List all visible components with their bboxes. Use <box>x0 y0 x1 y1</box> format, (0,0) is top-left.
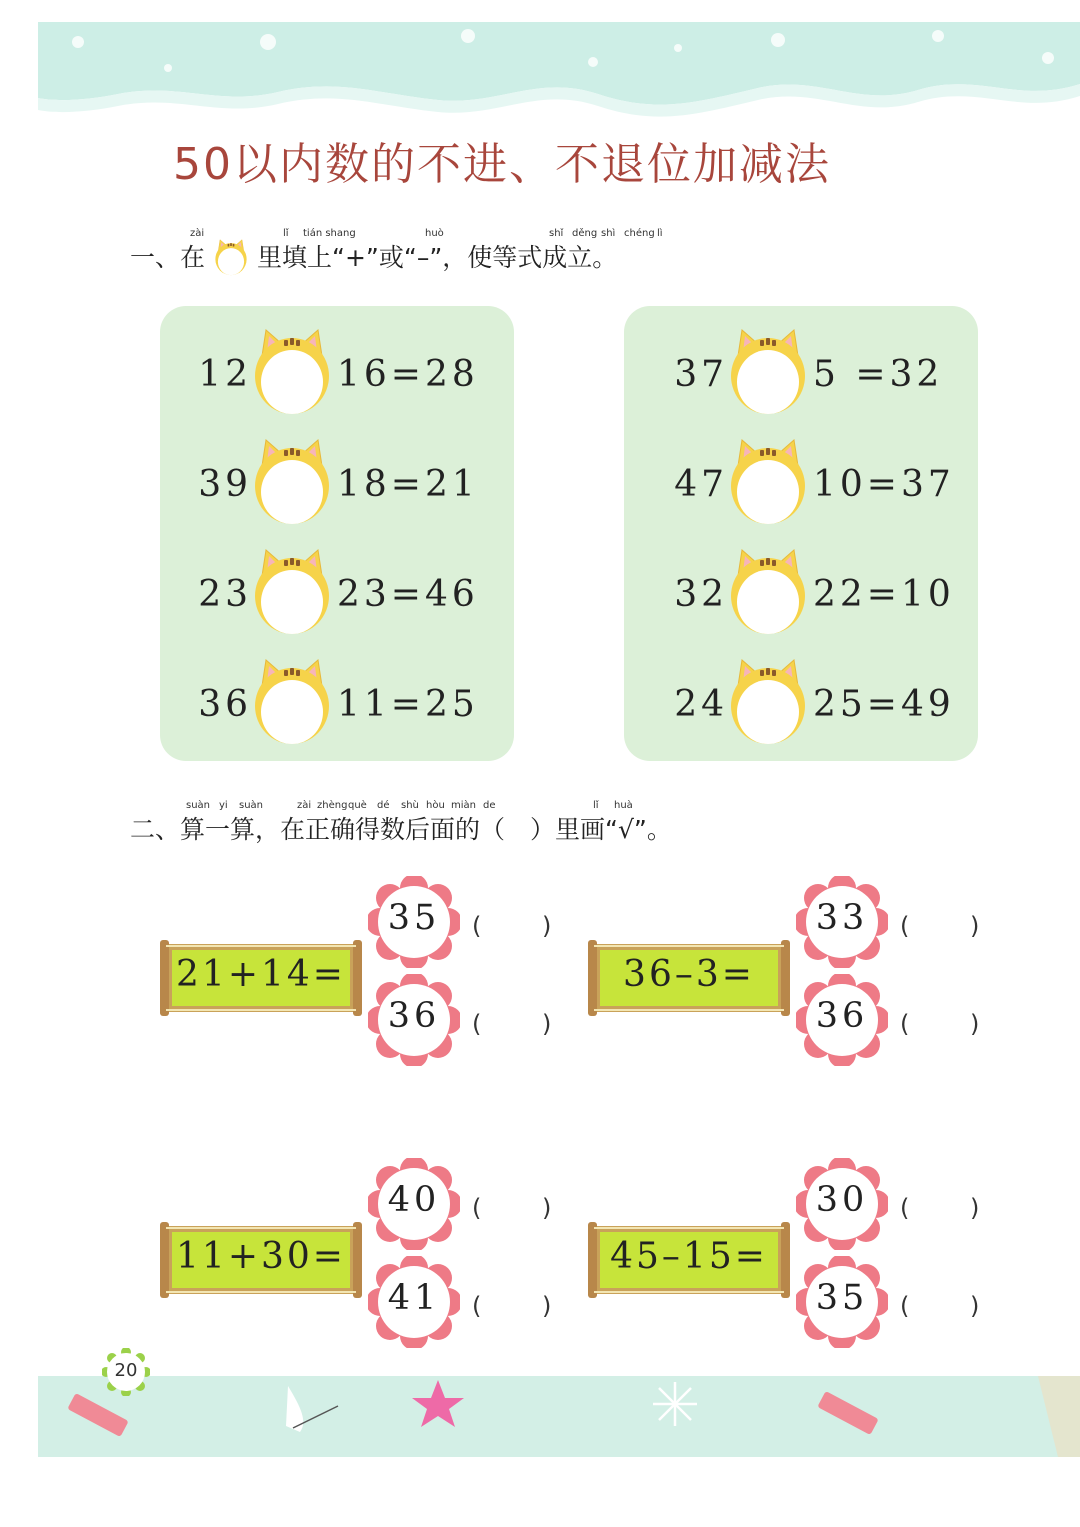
equation-lhs: 39 <box>198 464 252 505</box>
answer-option: 35 <box>815 1278 869 1318</box>
check-paren[interactable] <box>472 1292 552 1320</box>
pinyin: zhèng <box>317 800 348 811</box>
pinyin: hòu <box>426 800 445 811</box>
equation-row <box>668 436 968 526</box>
check-paren[interactable] <box>472 912 552 940</box>
paren-right: ) <box>542 1194 552 1222</box>
paren-left: ( <box>900 1194 910 1222</box>
answer-option: 33 <box>815 898 869 938</box>
paren-left: ( <box>900 1010 910 1038</box>
answer-option: 40 <box>387 1180 441 1220</box>
check-paren[interactable] <box>900 912 980 940</box>
pinyin: shù <box>401 800 419 811</box>
equation-rhs: 22=10 <box>813 574 955 615</box>
equation-rhs: 5 =32 <box>813 354 944 395</box>
equation-lhs: 24 <box>674 684 728 725</box>
cat-answer-circle[interactable] <box>728 546 808 636</box>
pinyin: lǐ <box>283 228 289 239</box>
page-title: 50以内数的不进、不退位加减法 <box>173 139 831 190</box>
pinyin: yi <box>219 800 228 811</box>
cat-answer-circle[interactable] <box>252 436 332 526</box>
answer-option: 36 <box>387 996 441 1036</box>
section1-instruction: 里填上“+”或“–”，使等式成立。 <box>257 243 618 272</box>
pinyin: shǐ <box>549 228 564 239</box>
cat-answer-circle[interactable] <box>252 546 332 636</box>
section1-heading <box>130 238 617 276</box>
equation-lhs: 37 <box>674 354 728 395</box>
cat-answer-circle[interactable] <box>728 326 808 416</box>
bottom-decorations <box>38 1376 1080 1457</box>
expression-text: 45–15= <box>610 1236 768 1277</box>
equation-row <box>192 326 492 416</box>
pinyin: tián shang <box>303 228 356 239</box>
equation-lhs: 32 <box>674 574 728 615</box>
answer-option: 36 <box>815 996 869 1036</box>
section1-prefix: 一、在 <box>130 243 206 272</box>
equation-lhs: 36 <box>198 684 252 725</box>
cat-answer-circle[interactable] <box>728 436 808 526</box>
equation-rhs: 11=25 <box>337 684 479 725</box>
paren-left: ( <box>472 912 482 940</box>
check-paren[interactable] <box>900 1292 980 1320</box>
equation-row <box>192 656 492 746</box>
pinyin: shì <box>601 228 616 239</box>
bottom-band <box>38 1376 1080 1457</box>
pinyin: chéng <box>624 228 655 239</box>
equation-row <box>668 546 968 636</box>
paren-right: ) <box>970 912 980 940</box>
check-paren[interactable] <box>472 1010 552 1038</box>
check-paren[interactable] <box>900 1194 980 1222</box>
answer-option: 30 <box>815 1180 869 1220</box>
paren-right: ) <box>542 912 552 940</box>
section2-heading: 二、算一算，在正确得数后面的（ ）里画“√”。 <box>130 815 672 844</box>
pinyin: de <box>483 800 496 811</box>
expression-text: 36–3= <box>623 954 755 995</box>
answer-option: 35 <box>387 898 441 938</box>
equation-rhs: 16=28 <box>337 354 479 395</box>
pinyin: lì <box>657 228 663 239</box>
equation-rhs: 23=46 <box>337 574 479 615</box>
paren-right: ) <box>542 1292 552 1320</box>
pinyin: zài <box>190 228 205 239</box>
cat-answer-circle[interactable] <box>252 326 332 416</box>
check-paren[interactable] <box>900 1010 980 1038</box>
paren-right: ) <box>970 1010 980 1038</box>
pinyin: miàn <box>451 800 476 811</box>
pinyin: zài <box>297 800 312 811</box>
pinyin: lǐ <box>593 800 599 811</box>
equation-row <box>192 436 492 526</box>
pinyin: děng <box>572 228 598 239</box>
page-number: 20 <box>114 1360 138 1381</box>
equation-lhs: 47 <box>674 464 728 505</box>
equation-row <box>668 656 968 746</box>
expression-text: 21+14= <box>176 954 346 995</box>
cat-answer-circle[interactable] <box>728 656 808 746</box>
equation-lhs: 12 <box>198 354 252 395</box>
equation-row <box>192 546 492 636</box>
pinyin: què <box>348 800 367 811</box>
cat-answer-circle[interactable] <box>252 656 332 746</box>
paren-left: ( <box>472 1194 482 1222</box>
equation-rhs: 25=49 <box>813 684 955 725</box>
paren-left: ( <box>900 912 910 940</box>
pinyin: huò <box>425 228 444 239</box>
paren-left: ( <box>472 1010 482 1038</box>
equation-rhs: 10=37 <box>813 464 955 505</box>
expression-text: 11+30= <box>176 1236 346 1277</box>
answer-option: 41 <box>387 1278 441 1318</box>
paren-right: ) <box>970 1194 980 1222</box>
pinyin: dé <box>377 800 390 811</box>
pinyin: huà <box>614 800 633 811</box>
top-wave-decoration <box>38 22 1080 142</box>
equation-row <box>668 326 968 416</box>
equation-lhs: 23 <box>198 574 252 615</box>
equation-rhs: 18=21 <box>337 464 479 505</box>
pinyin: suàn <box>186 800 211 811</box>
check-paren[interactable] <box>472 1194 552 1222</box>
paren-left: ( <box>900 1292 910 1320</box>
cat-circle-icon <box>209 238 253 276</box>
paren-right: ) <box>970 1292 980 1320</box>
paren-right: ) <box>542 1010 552 1038</box>
paren-left: ( <box>472 1292 482 1320</box>
pinyin: suàn <box>239 800 264 811</box>
